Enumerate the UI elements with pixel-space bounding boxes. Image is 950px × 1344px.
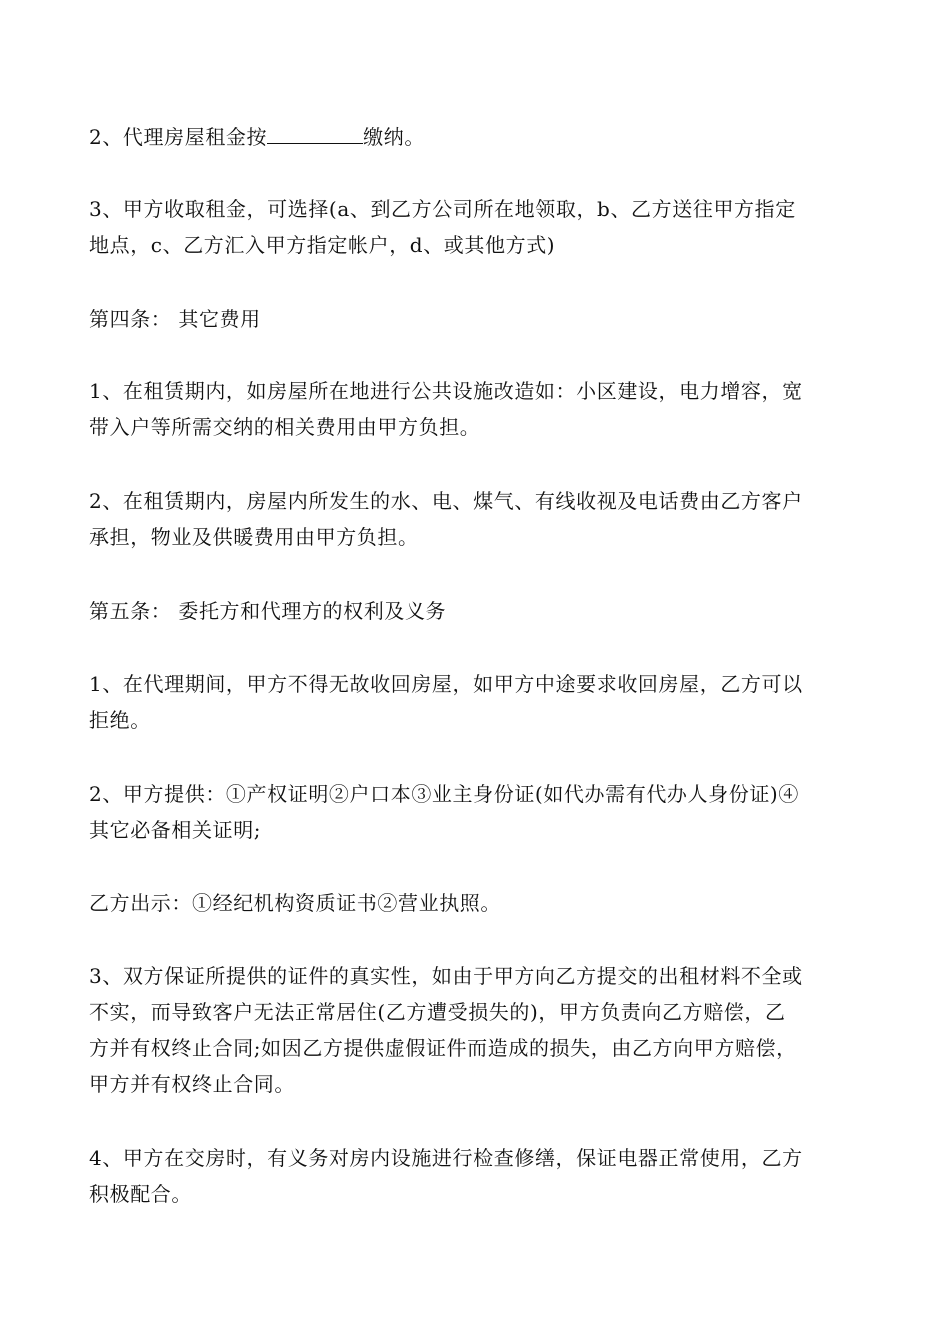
text-line [89,119,864,155]
text-line: 1、在代理期间，甲方不得无故收回房屋，如甲方中途要求收回房屋，乙方可以 [89,672,803,696]
text-line: 方并有权终止合同;如因乙方提供虚假证件而造成的损失，由乙方向甲方赔偿， [89,1036,797,1060]
paragraph-party-a-documents [89,776,864,848]
text-line: 地点，c、乙方汇入甲方指定帐户，d、或其他方式) [89,233,556,257]
text-line: 不实，而导致客户无法正常居住(乙方遭受损失的)，甲方负责向乙方赔偿，乙 [89,1000,786,1024]
paragraph-no-recall [89,666,864,738]
text-line: 积极配合。 [89,1182,192,1206]
text-line: 2、在租赁期内，房屋内所发生的水、电、煤气、有线收视及电话费由乙方客户 [89,489,803,513]
section-heading-article-4 [89,301,864,337]
text-segment: 2、代理房屋租金按 [89,125,268,149]
text-line: 1、在租赁期内，如房屋所在地进行公共设施改造如：小区建设，电力增容，宽 [89,379,803,403]
paragraph-party-b-documents [89,885,864,921]
text-line: 带入户等所需交纳的相关费用由甲方负担。 [89,415,481,439]
text-line: 2、甲方提供：①产权证明②户口本③业主身份证(如代办需有代办人身份证)④ [89,782,799,806]
paragraph-public-facilities [89,373,864,445]
paragraph-handover [89,1140,864,1212]
text-line: 第四条： 其它费用 [89,307,261,331]
paragraph-authenticity [89,958,864,1102]
text-line: 3、双方保证所提供的证件的真实性，如由于甲方向乙方提交的出租材料不全或 [89,964,803,988]
paragraph-rent-payment [89,119,864,155]
text-line: 拒绝。 [89,708,151,732]
section-heading-article-5 [89,593,864,629]
text-line: 甲方并有权终止合同。 [89,1072,295,1096]
paragraph-utilities [89,483,864,555]
text-segment: 缴纳。 [363,125,425,149]
fill-in-blank [267,125,363,144]
paragraph-rent-collection [89,191,864,263]
text-line: 3、甲方收取租金，可选择(a、到乙方公司所在地领取，b、乙方送往甲方指定 [89,197,796,221]
text-line: 4、甲方在交房时，有义务对房内设施进行检查修缮，保证电器正常使用，乙方 [89,1146,803,1170]
text-line: 承担，物业及供暖费用由甲方负担。 [89,525,419,549]
text-line: 其它必备相关证明; [89,818,262,842]
text-line: 第五条： 委托方和代理方的权利及义务 [89,599,447,623]
text-line: 乙方出示：①经纪机构资质证书②营业执照。 [89,891,501,915]
